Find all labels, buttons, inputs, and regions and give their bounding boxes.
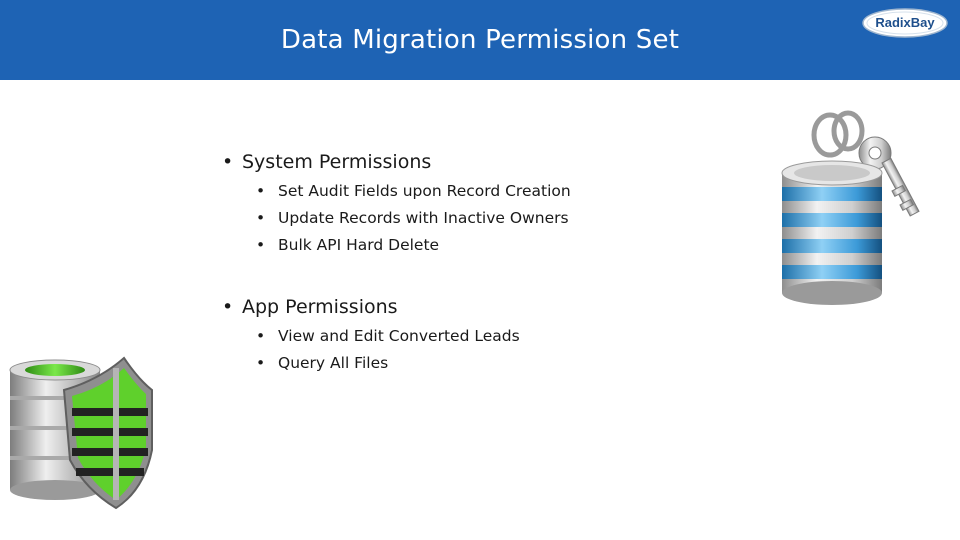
list-item-label: Bulk API Hard Delete (278, 236, 440, 254)
bullet: • (256, 209, 266, 227)
list-item-label: Set Audit Fields upon Record Creation (278, 182, 571, 200)
logo-text: RadixBay (875, 15, 935, 30)
bullet: • (256, 354, 266, 372)
section-heading-label: System Permissions (242, 151, 432, 173)
list-item-label: View and Edit Converted Leads (278, 327, 520, 345)
bullet: • (256, 236, 266, 254)
database-keys-icon (770, 105, 950, 315)
list-item (222, 350, 742, 377)
list-item (222, 232, 742, 259)
slide-title: Data Migration Permission Set (280, 25, 680, 55)
list-item (222, 205, 742, 232)
list-item-label: Update Records with Inactive Owners (278, 209, 569, 227)
bullet: • (222, 151, 234, 173)
list-item (222, 323, 742, 350)
bullet: • (256, 182, 266, 200)
list-item-label: Query All Files (278, 354, 389, 372)
section-heading-app (222, 293, 742, 321)
bullet: • (222, 296, 234, 318)
list-item (222, 178, 742, 205)
bullet-list (222, 148, 742, 377)
section-heading-system (222, 148, 742, 176)
section-heading-label: App Permissions (242, 296, 398, 318)
bullet: • (256, 327, 266, 345)
database-shield-icon (4, 350, 154, 510)
